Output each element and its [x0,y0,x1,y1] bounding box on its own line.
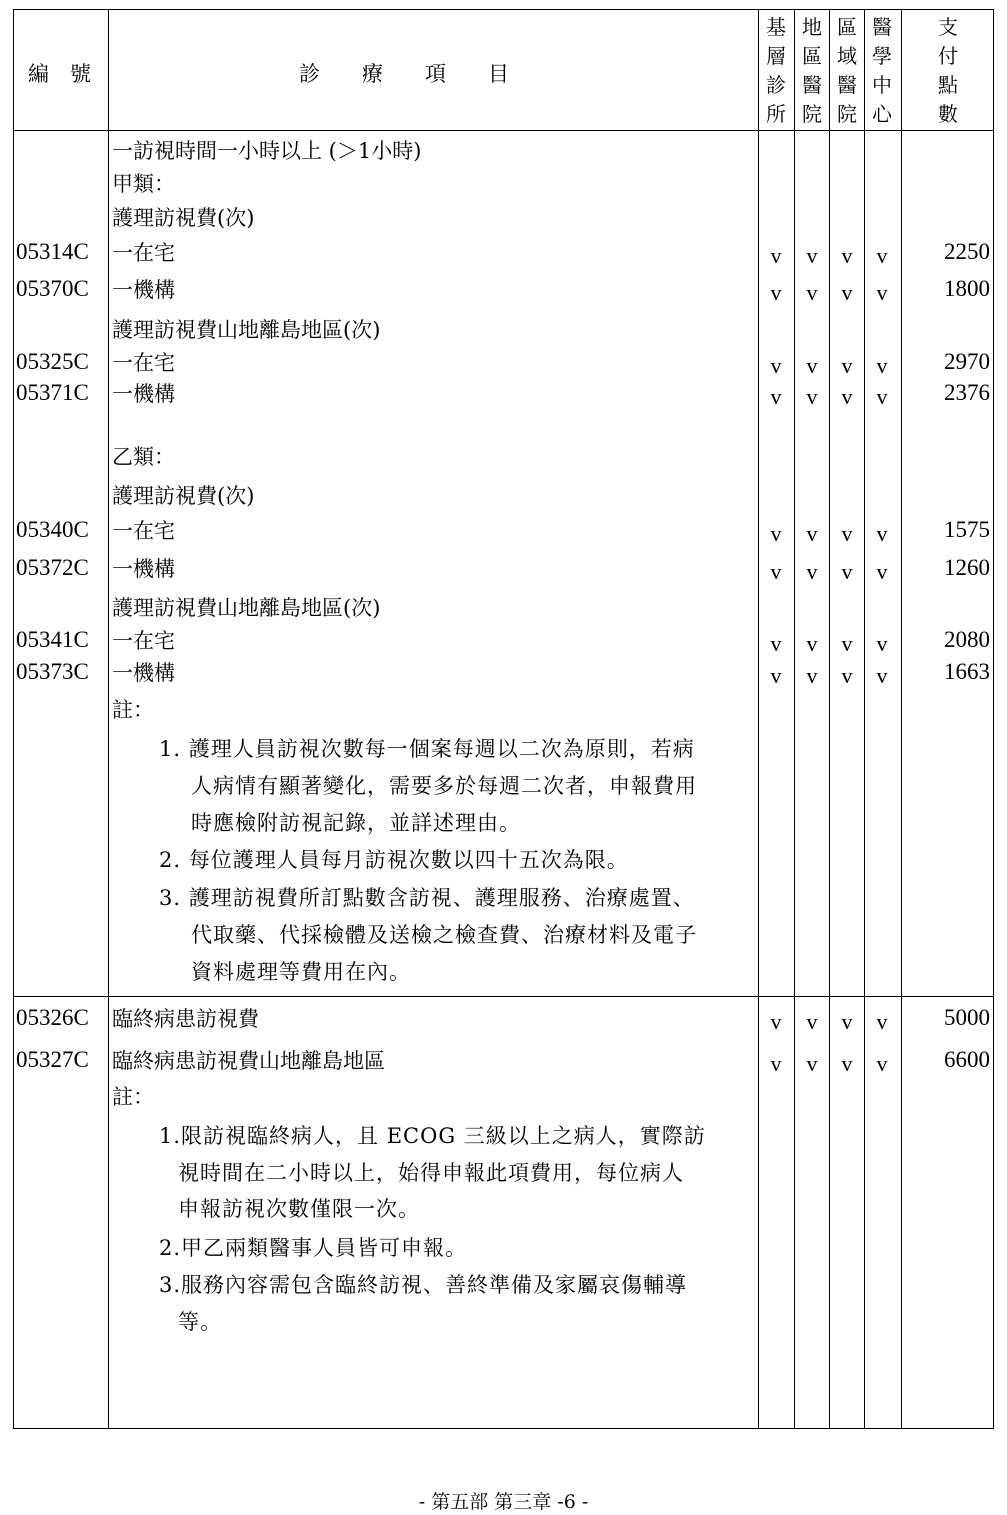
column-divider [108,10,109,1428]
check-regional-hospital: v [841,353,853,378]
fee-code: 05372C [16,555,89,580]
fee-points: 2970 [944,349,990,374]
section-title: 一訪視時間一小時以上 (＞1小時) [112,139,422,163]
fee-item: 臨終病患訪視費 [112,1007,259,1031]
note-line: 3. 護理訪視費所訂點數含訪視、護理服務、治療處置、 [159,886,695,910]
group-label: 護理訪視費(次) [112,484,255,508]
header-code: 編 號 [28,62,91,86]
check-district-hospital: v [806,1051,818,1076]
note-line: 人病情有顯著變化，需要多於每週二次者，申報費用 [191,774,697,798]
note-line: 2.甲乙兩類醫事人員皆可申報。 [159,1236,468,1260]
note-line: 2. 每位護理人員每月訪視次數以四十五次為限。 [159,848,629,872]
fee-item: 一機構 [112,382,175,406]
page-footer: - 第五部 第三章 -6 - [418,1491,589,1513]
note-line: 視時間在二小時以上，始得申報此項費用，每位病人 [178,1161,684,1185]
fee-item: 一在宅 [112,629,175,653]
fee-item: 一機構 [112,661,175,685]
note-line: 等。 [178,1310,222,1334]
fee-code: 05370C [16,276,89,301]
check-regional-hospital: v [841,559,853,584]
note-label: 註： [112,1085,154,1109]
check-medical-center: v [876,243,888,268]
check-medical-center: v [876,353,888,378]
check-district-hospital: v [806,1009,818,1034]
fee-item: 臨終病患訪視費山地離島地區 [112,1049,385,1073]
check-medical-center: v [876,521,888,546]
fee-code: 05373C [16,659,89,684]
note-label: 註： [112,698,154,722]
header-level-regional-hospital: 區 域 醫 院 [837,15,857,126]
check-district-hospital: v [806,631,818,656]
check-regional-hospital: v [841,521,853,546]
fee-code: 05325C [16,349,89,374]
check-regional-hospital: v [841,631,853,656]
fee-points: 1800 [944,276,990,301]
check-clinic: v [770,384,782,409]
check-district-hospital: v [806,521,818,546]
header-level-district-hospital: 地 區 醫 院 [802,15,822,126]
header-level-clinic: 基 層 診 所 [766,15,786,126]
check-medical-center: v [876,631,888,656]
header-item: 診 療 項 目 [299,62,509,86]
check-medical-center: v [876,1051,888,1076]
fee-item: 一在宅 [112,241,175,265]
check-clinic: v [770,663,782,688]
fee-points: 1575 [944,517,990,542]
note-line: 1. 護理人員訪視次數每一個案每週以二次為原則，若病 [159,737,695,761]
fee-schedule-table [13,9,994,1429]
check-regional-hospital: v [841,1051,853,1076]
fee-code: 05326C [16,1005,89,1030]
group-label: 護理訪視費山地離島地區(次) [112,318,381,342]
check-district-hospital: v [806,280,818,305]
fee-points: 2250 [944,239,990,264]
column-divider [901,10,902,1428]
note-line: 申報訪視次數僅限一次。 [178,1197,420,1221]
fee-item: 一機構 [112,278,175,302]
check-medical-center: v [876,559,888,584]
fee-code: 05314C [16,239,89,264]
fee-points: 6600 [944,1047,990,1072]
fee-item: 一機構 [112,557,175,581]
fee-points: 5000 [944,1005,990,1030]
fee-code: 05327C [16,1047,89,1072]
check-clinic: v [770,521,782,546]
header-divider [14,130,993,131]
fee-points: 1260 [944,555,990,580]
check-medical-center: v [876,384,888,409]
fee-code: 05340C [16,517,89,542]
note-line: 時應檢附訪視記錄，並詳述理由。 [191,811,521,835]
class-b-label: 乙類： [112,445,175,469]
section-divider [14,996,993,997]
column-divider [864,10,865,1428]
check-clinic: v [770,559,782,584]
column-divider [758,10,759,1428]
fee-item: 一在宅 [112,519,175,543]
note-line: 資料處理等費用在內。 [191,960,411,984]
check-regional-hospital: v [841,384,853,409]
column-divider [794,10,795,1428]
check-regional-hospital: v [841,280,853,305]
check-clinic: v [770,1009,782,1034]
check-medical-center: v [876,280,888,305]
class-a-label: 甲類： [112,172,175,196]
group-label: 護理訪視費山地離島地區(次) [112,596,381,620]
note-line: 3.服務內容需包含臨終訪視、善終準備及家屬哀傷輔導 [159,1273,688,1297]
check-regional-hospital: v [841,1009,853,1034]
header-level-medical-center: 醫 學 中 心 [872,15,892,126]
group-label: 護理訪視費(次) [112,206,255,230]
column-divider [829,10,830,1428]
check-clinic: v [770,243,782,268]
fee-points: 2080 [944,627,990,652]
note-line: 1.限訪視臨終病人，且 ECOG 三級以上之病人，實際訪 [159,1124,706,1148]
header-points: 支 付 點 數 [938,15,958,126]
check-clinic: v [770,353,782,378]
note-line: 代取藥、代採檢體及送檢之檢查費、治療材料及電子 [191,923,697,947]
check-medical-center: v [876,663,888,688]
check-regional-hospital: v [841,243,853,268]
fee-code: 05341C [16,627,89,652]
fee-points: 1663 [944,659,990,684]
check-regional-hospital: v [841,663,853,688]
fee-code: 05371C [16,380,89,405]
check-district-hospital: v [806,353,818,378]
fee-points: 2376 [944,380,990,405]
check-district-hospital: v [806,384,818,409]
check-district-hospital: v [806,243,818,268]
fee-item: 一在宅 [112,351,175,375]
check-clinic: v [770,1051,782,1076]
check-medical-center: v [876,1009,888,1034]
check-district-hospital: v [806,663,818,688]
check-clinic: v [770,280,782,305]
check-district-hospital: v [806,559,818,584]
check-clinic: v [770,631,782,656]
